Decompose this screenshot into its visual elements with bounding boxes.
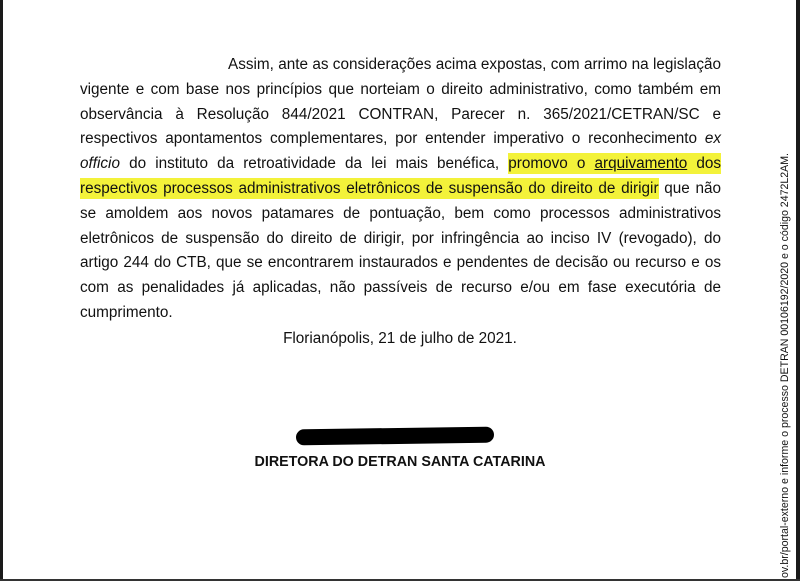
signatory-title: DIRETORA DO DETRAN SANTA CATARINA [254,454,546,470]
body-paragraph [80,53,721,326]
vertical-side-note: ov.br/portal-externo e informe o processo DETRAN 00106192/2020 e o código 2472L2AM. [779,153,791,578]
highlight-part-1: promovo o [508,155,595,173]
paragraph-text-part-2: do instituto da retroatividade da lei mais benéfica, [119,155,509,173]
page-right-border [796,0,800,581]
page-left-border [0,0,3,581]
highlight-part-2: dos respectivos processos administrativos eletrônicos de suspensão do direito de dirigir [80,155,721,197]
paragraph-text-part-3: que não se amoldem aos novos patamares de pontuação, bem como processos administrativos eletrônicos de suspensão do direito de dirigir, por infringência ao inciso IV (revogado), do artigo 244 do CTB, que se encontrarem instaurados e pendentes de decisão ou recurso e os com as penalidades já aplicadas, não passíveis de recurso e/ou em fase executória de cumprimento. [80,179,722,321]
ex-officio-italic: ex officio [80,130,721,173]
city-date: Florianópolis, 21 de julho de 2021. [283,330,517,347]
redacted-signature-name [296,427,494,446]
paragraph-text-part-1: Assim, ante as considerações acima expostas, com arrimo na legislação vigente e com base nos princípios que norteiam o direito administrativo, como também em observância à Resolução 844/2021 CONTRAN, Parecer n. 365/2021/CETRAN/SC e respectivos apontamentos complementares, por entender imperativo o reconhecimento [80,56,721,148]
arquivamento-underlined: arquivamento [594,155,688,173]
